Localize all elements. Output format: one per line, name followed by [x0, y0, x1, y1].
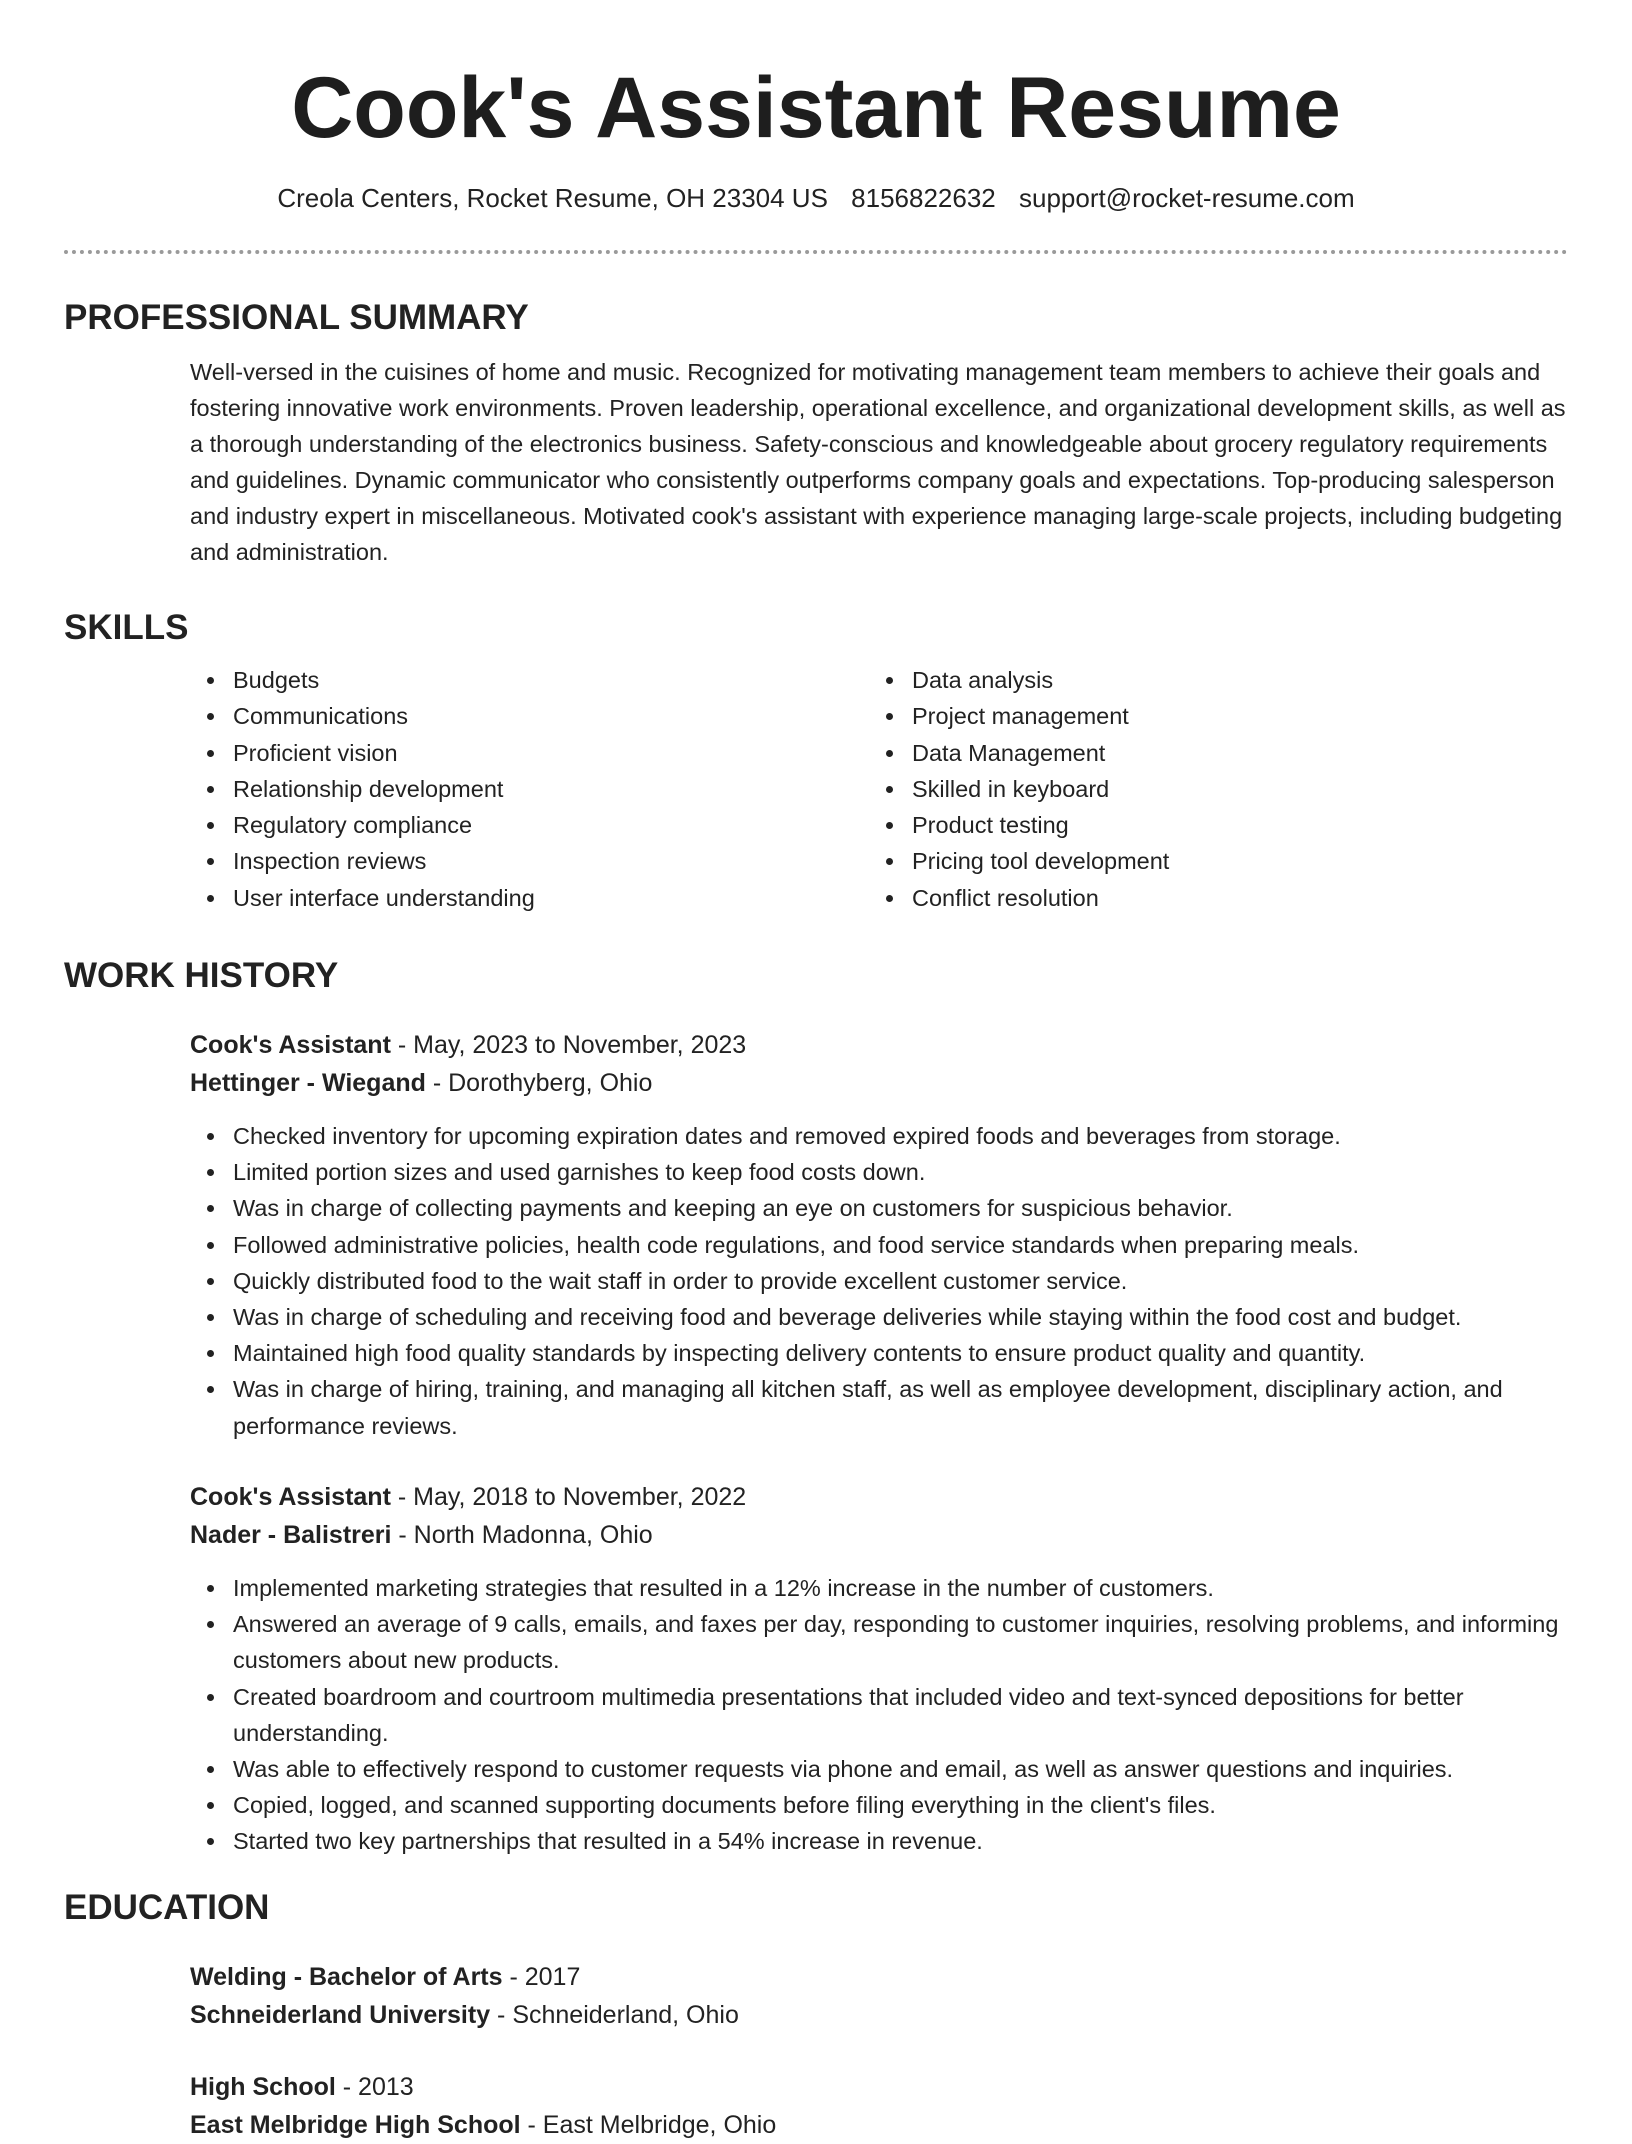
job-location: - North Madonna, Ohio	[391, 1521, 653, 1549]
job-company: Hettinger - Wiegand	[190, 1069, 426, 1097]
skill-item: Communications	[190, 698, 830, 734]
degree-name: Welding - Bachelor of Arts	[190, 1963, 503, 1991]
job-title-line	[190, 1478, 746, 1516]
skill-item: Budgets	[190, 662, 830, 698]
skill-item: Data analysis	[869, 662, 1509, 698]
job-duty: Implemented marketing strategies that resulted in a 12% increase in the number of customers.	[190, 1570, 1570, 1606]
skill-item: Regulatory compliance	[190, 807, 830, 843]
skill-item: User interface understanding	[190, 880, 830, 916]
contact-phone: 8156822632	[851, 183, 996, 213]
skills-heading: SKILLS	[64, 608, 189, 647]
job-duties-list	[190, 1570, 1570, 1860]
degree-line	[190, 1958, 580, 1996]
skill-item: Project management	[869, 698, 1509, 734]
job-duty: Quickly distributed food to the wait staff in order to provide excellent customer service.	[190, 1263, 1570, 1299]
school-name: Schneiderland University	[190, 2001, 491, 2029]
skill-item: Pricing tool development	[869, 843, 1509, 879]
job-duty: Started two key partnerships that resulted in a 54% increase in revenue.	[190, 1823, 1570, 1859]
degree-year: - 2017	[502, 1963, 581, 1991]
job-company-line	[190, 1516, 653, 1554]
school-location: - Schneiderland, Ohio	[490, 2001, 739, 2029]
skills-list-left	[190, 662, 830, 916]
contact-line	[0, 178, 1632, 218]
skills-list-right	[869, 662, 1509, 916]
summary-heading: PROFESSIONAL SUMMARY	[64, 298, 529, 337]
job-duty: Was able to effectively respond to customer requests via phone and email, as well as answer questions and inquiries.	[190, 1751, 1570, 1787]
school-name: East Melbridge High School	[190, 2111, 521, 2139]
skill-item: Conflict resolution	[869, 880, 1509, 916]
job-duty: Was in charge of scheduling and receiving food and beverage deliveries while staying within the food cost and budget.	[190, 1299, 1570, 1335]
header-divider	[64, 250, 1568, 254]
job-company: Nader - Balistreri	[190, 1521, 392, 1549]
job-location: - Dorothyberg, Ohio	[425, 1069, 653, 1097]
degree-line	[190, 2068, 414, 2106]
job-dates: - May, 2023 to November, 2023	[390, 1031, 747, 1059]
school-line	[190, 1996, 739, 2034]
job-duty: Created boardroom and courtroom multimedia presentations that included video and text-synced depositions for better understanding.	[190, 1679, 1570, 1751]
summary-text: Well-versed in the cuisines of home and music. Recognized for motivating management team members to achieve their goals and fostering innovative work environments. Proven leadership, operational excellence, and organizational development skills, as well as a thorough understanding of the electronics business. Safety-conscious and knowledgeable about grocery regulatory requirements and guidelines. Dynamic communicator who consistently outperforms company goals and expectations. Top-producing salesperson and industry expert in miscellaneous. Motivated cook's assistant with experience managing large-scale projects, including budgeting and administration.	[190, 359, 1566, 565]
job-title: Cook's Assistant	[190, 1483, 391, 1511]
job-title: Cook's Assistant	[190, 1031, 391, 1059]
job-duty: Checked inventory for upcoming expiration dates and removed expired foods and beverages from storage.	[190, 1118, 1570, 1154]
job-duty: Answered an average of 9 calls, emails, and faxes per day, responding to customer inquiries, resolving problems, and informing customers about new products.	[190, 1606, 1570, 1678]
skill-item: Relationship development	[190, 771, 830, 807]
degree-year: - 2013	[335, 2073, 414, 2101]
resume-title: Cook's Assistant Resume	[291, 60, 1341, 156]
job-duties-list	[190, 1118, 1570, 1444]
job-duty: Was in charge of collecting payments and keeping an eye on customers for suspicious behavior.	[190, 1190, 1570, 1226]
job-duty: Followed administrative policies, health code regulations, and food service standards when preparing meals.	[190, 1227, 1570, 1263]
job-dates: - May, 2018 to November, 2022	[390, 1483, 747, 1511]
contact-email: support@rocket-resume.com	[1019, 183, 1355, 213]
skill-item: Proficient vision	[190, 735, 830, 771]
school-location: - East Melbridge, Ohio	[520, 2111, 777, 2139]
job-duty: Limited portion sizes and used garnishes to keep food costs down.	[190, 1154, 1570, 1190]
skill-item: Inspection reviews	[190, 843, 830, 879]
job-duty: Copied, logged, and scanned supporting documents before filing everything in the client's files.	[190, 1787, 1570, 1823]
contact-address: Creola Centers, Rocket Resume, OH 23304 US	[277, 183, 828, 213]
work-heading: WORK HISTORY	[64, 956, 339, 995]
skill-item: Product testing	[869, 807, 1509, 843]
job-company-line	[190, 1064, 652, 1102]
education-heading: EDUCATION	[64, 1888, 270, 1927]
job-title-line	[190, 1026, 746, 1064]
job-duty: Was in charge of hiring, training, and managing all kitchen staff, as well as employee development, disciplinary action, and performance reviews.	[190, 1371, 1570, 1443]
job-duty: Maintained high food quality standards by inspecting delivery contents to ensure product quality and quantity.	[190, 1335, 1570, 1371]
skill-item: Data Management	[869, 735, 1509, 771]
skill-item: Skilled in keyboard	[869, 771, 1509, 807]
degree-name: High School	[190, 2073, 336, 2101]
